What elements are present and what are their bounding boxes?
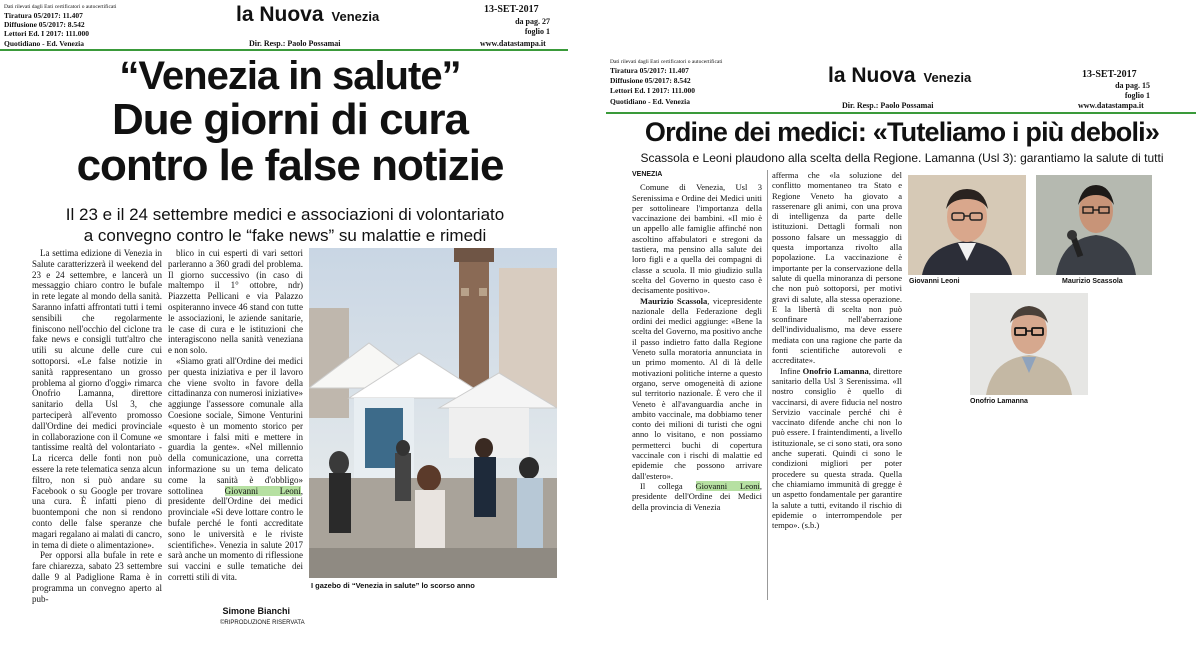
- director: Dir. Resp.: Paolo Possamai: [249, 39, 341, 48]
- article-paragraph: La settima edizione di Venezia in Salute caratterizzerà il weekend del 23 e 24 settembre, e lancerà un messaggio chiaro contro le bufale in rete legate al mondo della sanità. Saranno infatti affrontati tutti i temi sensibili che regolarmente finiscono nell'occhio del ciclone tra fake news e consigli tutt'altro che utili su alcune delle cure cui sottoporsi. «Le false notizie in sanità rappresentano un grosso problema al giorno d'oggi» rimarca Onofrio Lamanna, direttore sanitario della Usl 3, che parteciperà all'evento promosso dall'Ordine dei medici provinciale in collaborazione con il Comune «e tantissime realtà del volontariato - La ricerca delle fonti non può essere la rete telematica senza alcun filtro, non si può andare su Facebook o su Google per trovare una cura. È infatti pieno di buontemponi che non si rendono conto delle false speranze che magari regalano ai malati di cancro, in tema di diete o alimentazione».: [32, 248, 162, 550]
- paragraph-text: , vicepresidente nazionale della Federazione degli ordini dei medici aggiunge: «Bene la scelta del Governo, ma positivo anche il passo indietro fatto dalla Regione Veneto sulla moratoria annunciata in un primo momento. Al di là delle motivazioni politiche interne a questo organo, serve omogeneità di azione sul territorio nazionale. È vero che il Veneto è all'avanguardia anche in ambito vaccinale, ma dobbiamo tener conto dei milioni di turisti che ogni anno lo visitano, e non possiamo permetterci buchi di copertura vaccinale con i rischi di malattie ed epidemie che possono arrivare dall'estero».: [632, 295, 762, 481]
- masthead: [828, 64, 971, 88]
- caption-leoni: Giovanni Leoni: [909, 278, 960, 285]
- certification-notice: Dati rilevati dagli Enti certificatori o autocertificati: [610, 59, 723, 65]
- author-initials: (s.b.): [801, 520, 820, 531]
- lettori: Lettori Ed. I 2017: 111.000: [610, 86, 696, 95]
- headline-line-1: “Venezia in salute”: [119, 54, 461, 98]
- publication-type: Quotidiano - Ed. Venezia: [610, 97, 691, 106]
- masthead-title: la Nuova: [236, 3, 324, 26]
- header-rule: [0, 49, 568, 51]
- site-url: www.datastampa.it: [480, 39, 546, 48]
- paragraph-text: , presidente dell'Ordine dei Medici della provincia di Venezia: [632, 480, 762, 512]
- portrait-lamanna: [970, 293, 1088, 395]
- photo-caption: I gazebo di “Venezia in salute” lo scorso anno: [311, 581, 475, 590]
- article-paragraph: Per opporsi alla bufale in rete e fare chiarezza, sabato 23 settembre dalle 9 al Padiglione Rama è in programma un convegno aperto al pub-: [32, 550, 162, 604]
- article-paragraph: [632, 481, 762, 512]
- sheet-number: foglio 1: [1124, 91, 1150, 100]
- article-column-2: [772, 170, 902, 598]
- lettori: Lettori Ed. I 2017: 111.000: [4, 29, 90, 38]
- paragraph-text: , presidente dell'Ordine dei medici provinciale «Si deve lottare contro le bufale perché le fonti accreditate sono le università e le riviste scientifiche». Venezia in salute 2017 sarà anche un momento di riflessione sui vaccini e sulle tematiche dei corretti stili di vita.: [168, 485, 303, 582]
- portrait-illustration: [970, 293, 1088, 395]
- headline: Ordine dei medici: «Tuteliamo i più deboli»: [644, 117, 1160, 147]
- right-press-clipping: [602, 55, 1200, 652]
- byline: Simone Bianchi: [222, 606, 290, 616]
- paragraph-text: Infine: [780, 365, 803, 376]
- caption-scassola: Maurizio Scassola: [1062, 278, 1123, 285]
- photo-illustration: [309, 248, 557, 578]
- page-ref: [470, 17, 550, 37]
- masthead: [236, 3, 379, 27]
- article-paragraph: Comune di Venezia, Usl 3 Serenissima e Ordine dei Medici uniti per sottolineare l'importanza della vaccinazione dei bambini. «Il mio è un appello alle famiglie affinché non ascoltino affabulatori e stregoni da tastiera, ma pensino alla salute dei loro figli e a quella dei compagni di classe a scuola. Il mio giudizio sulla scelta del Governo in questo caso è decisamente positivo».: [632, 182, 762, 296]
- paragraph-text: Il collega: [640, 480, 696, 491]
- left-press-clipping: [0, 0, 570, 652]
- page-number: da pag. 27: [515, 17, 550, 26]
- director: Dir. Resp.: Paolo Possamai: [842, 101, 934, 110]
- highlighted-name: Giovanni Leoni: [695, 480, 760, 491]
- tiratura: Tiratura 05/2017: 11.407: [4, 11, 83, 20]
- diffusione: Diffusione 05/2017: 8.542: [610, 76, 691, 85]
- sheet-number: foglio 1: [524, 27, 550, 36]
- article-paragraph: blico in cui esperti di vari settori parleranno a 360 gradi del problema. Il giorno successivo (in caso di maltempo il 1° ottobre, ndr) Piazzetta Pellicani e via Palazzo ospiteranno invece 46 stand con tutte le associazioni, le aziende sanitarie, le case di cura e le istituzioni che interagiscono nella sanità veneziana e non solo.: [168, 248, 303, 356]
- portrait-illustration: [908, 175, 1026, 275]
- headline-line-2: Due giorni di cura: [111, 95, 469, 144]
- article-paragraph: [168, 356, 303, 583]
- page-ref: [1074, 81, 1150, 101]
- portrait-leoni: [908, 175, 1026, 275]
- page-number: da pag. 15: [1115, 81, 1150, 90]
- header-rule: [606, 112, 1196, 114]
- section-label: VENEZIA: [632, 171, 663, 178]
- article-column-1: [632, 170, 762, 580]
- masthead-city: Venezia: [923, 70, 972, 85]
- masthead-city: Venezia: [331, 9, 380, 24]
- highlighted-name: Giovanni Leoni: [224, 485, 301, 496]
- headline-line-3: contro le false notizie: [76, 141, 504, 190]
- portrait-scassola: [1036, 175, 1152, 275]
- article-column-2: [168, 248, 303, 620]
- subhead-line-2: a convegno contro le “fake news” su malattie e rimedi: [83, 226, 487, 245]
- diffusione: Diffusione 05/2017: 8.542: [4, 20, 85, 29]
- certification-notice: Dati rilevati dagli Enti certificatori o autocertificati: [4, 4, 117, 10]
- article-paragraph: [632, 296, 762, 481]
- clip-date: 13-SET-2017: [484, 4, 539, 15]
- article-column-1: [32, 248, 162, 648]
- masthead-title: la Nuova: [828, 64, 916, 87]
- speaker-name: Onofrio Lamanna: [802, 365, 869, 376]
- subhead: Scassola e Leoni plaudono alla scelta della Regione. Lamanna (Usl 3): garantiamo la salute di tutti: [640, 151, 1164, 165]
- article-paragraph: afferma che «la soluzione del conflitto momentaneo tra Stato e Regione Veneto ha giovato a rasserenare gli animi, con una prova di intelligenza da parte delle istituzioni. Dettagli formali non possono falsare un messaggio di questa importanza rivolto alla popolazione. La vaccinazione è importante per la conservazione della salute di quella minoranza di persone che non può sottoporsi, per motivi gravi di salute, alla stessa operazione. E la libertà di scelta non può sconfinare nell'aberrazione dell'individualismo, ma deve essere mediata con una ragione che parte da fonti scientifiche autorevoli e accreditate».: [772, 170, 902, 366]
- publication-type: Quotidiano - Ed. Venezia: [4, 39, 85, 48]
- portrait-illustration: [1036, 175, 1152, 275]
- paragraph-text: «Siamo grati all'Ordine dei medici per questa iniziativa e per il lavoro che viene svolto in favore della cittadinanza con numerosi iniziative» aggiunge l'assessore comunale alla Coesione sociale, Simone Venturini «questo è un momento storico per smontare i falsi miti e mettere in guardia la gente». «Nel millennio della comunicazione, una corretta informazione su un tema delicato come la sanità è d'obbligo» sottolinea: [168, 355, 303, 496]
- article-paragraph: [772, 366, 902, 531]
- clip-date: 13-SET-2017: [1082, 69, 1137, 80]
- subhead-line-1: Il 23 e il 24 settembre medici e associazioni di volontariato: [65, 205, 505, 224]
- paragraph-text: , direttore sanitario della Usl 3 Serenissima. «Il nostro consiglio è quello di vaccinarsi, di avere fiducia nel nostro Servizio vaccinale perché chi è vaccinato difende anche chi non lo può essere. I fraintendimenti, a livello istituzionale, se ci sono stati, ora sono anche superati. Quindi ci sono le condizioni migliori per poter procedere su questa strada. Quella che chiamiamo immunità di gregge è un aspetto fondamentale per garantire la salute a tutti, evitando il rischio di epidemie o interrompendole per tempo».: [772, 365, 902, 531]
- tiratura: Tiratura 05/2017: 11.407: [610, 66, 689, 75]
- speaker-name: Maurizio Scassola: [640, 295, 708, 306]
- site-url: www.datastampa.it: [1078, 101, 1144, 110]
- event-photo: [309, 248, 557, 578]
- column-separator: [767, 170, 768, 600]
- copyright: ©RIPRODUZIONE RISERVATA: [220, 620, 305, 626]
- caption-lamanna: Onofrio Lamanna: [970, 398, 1028, 405]
